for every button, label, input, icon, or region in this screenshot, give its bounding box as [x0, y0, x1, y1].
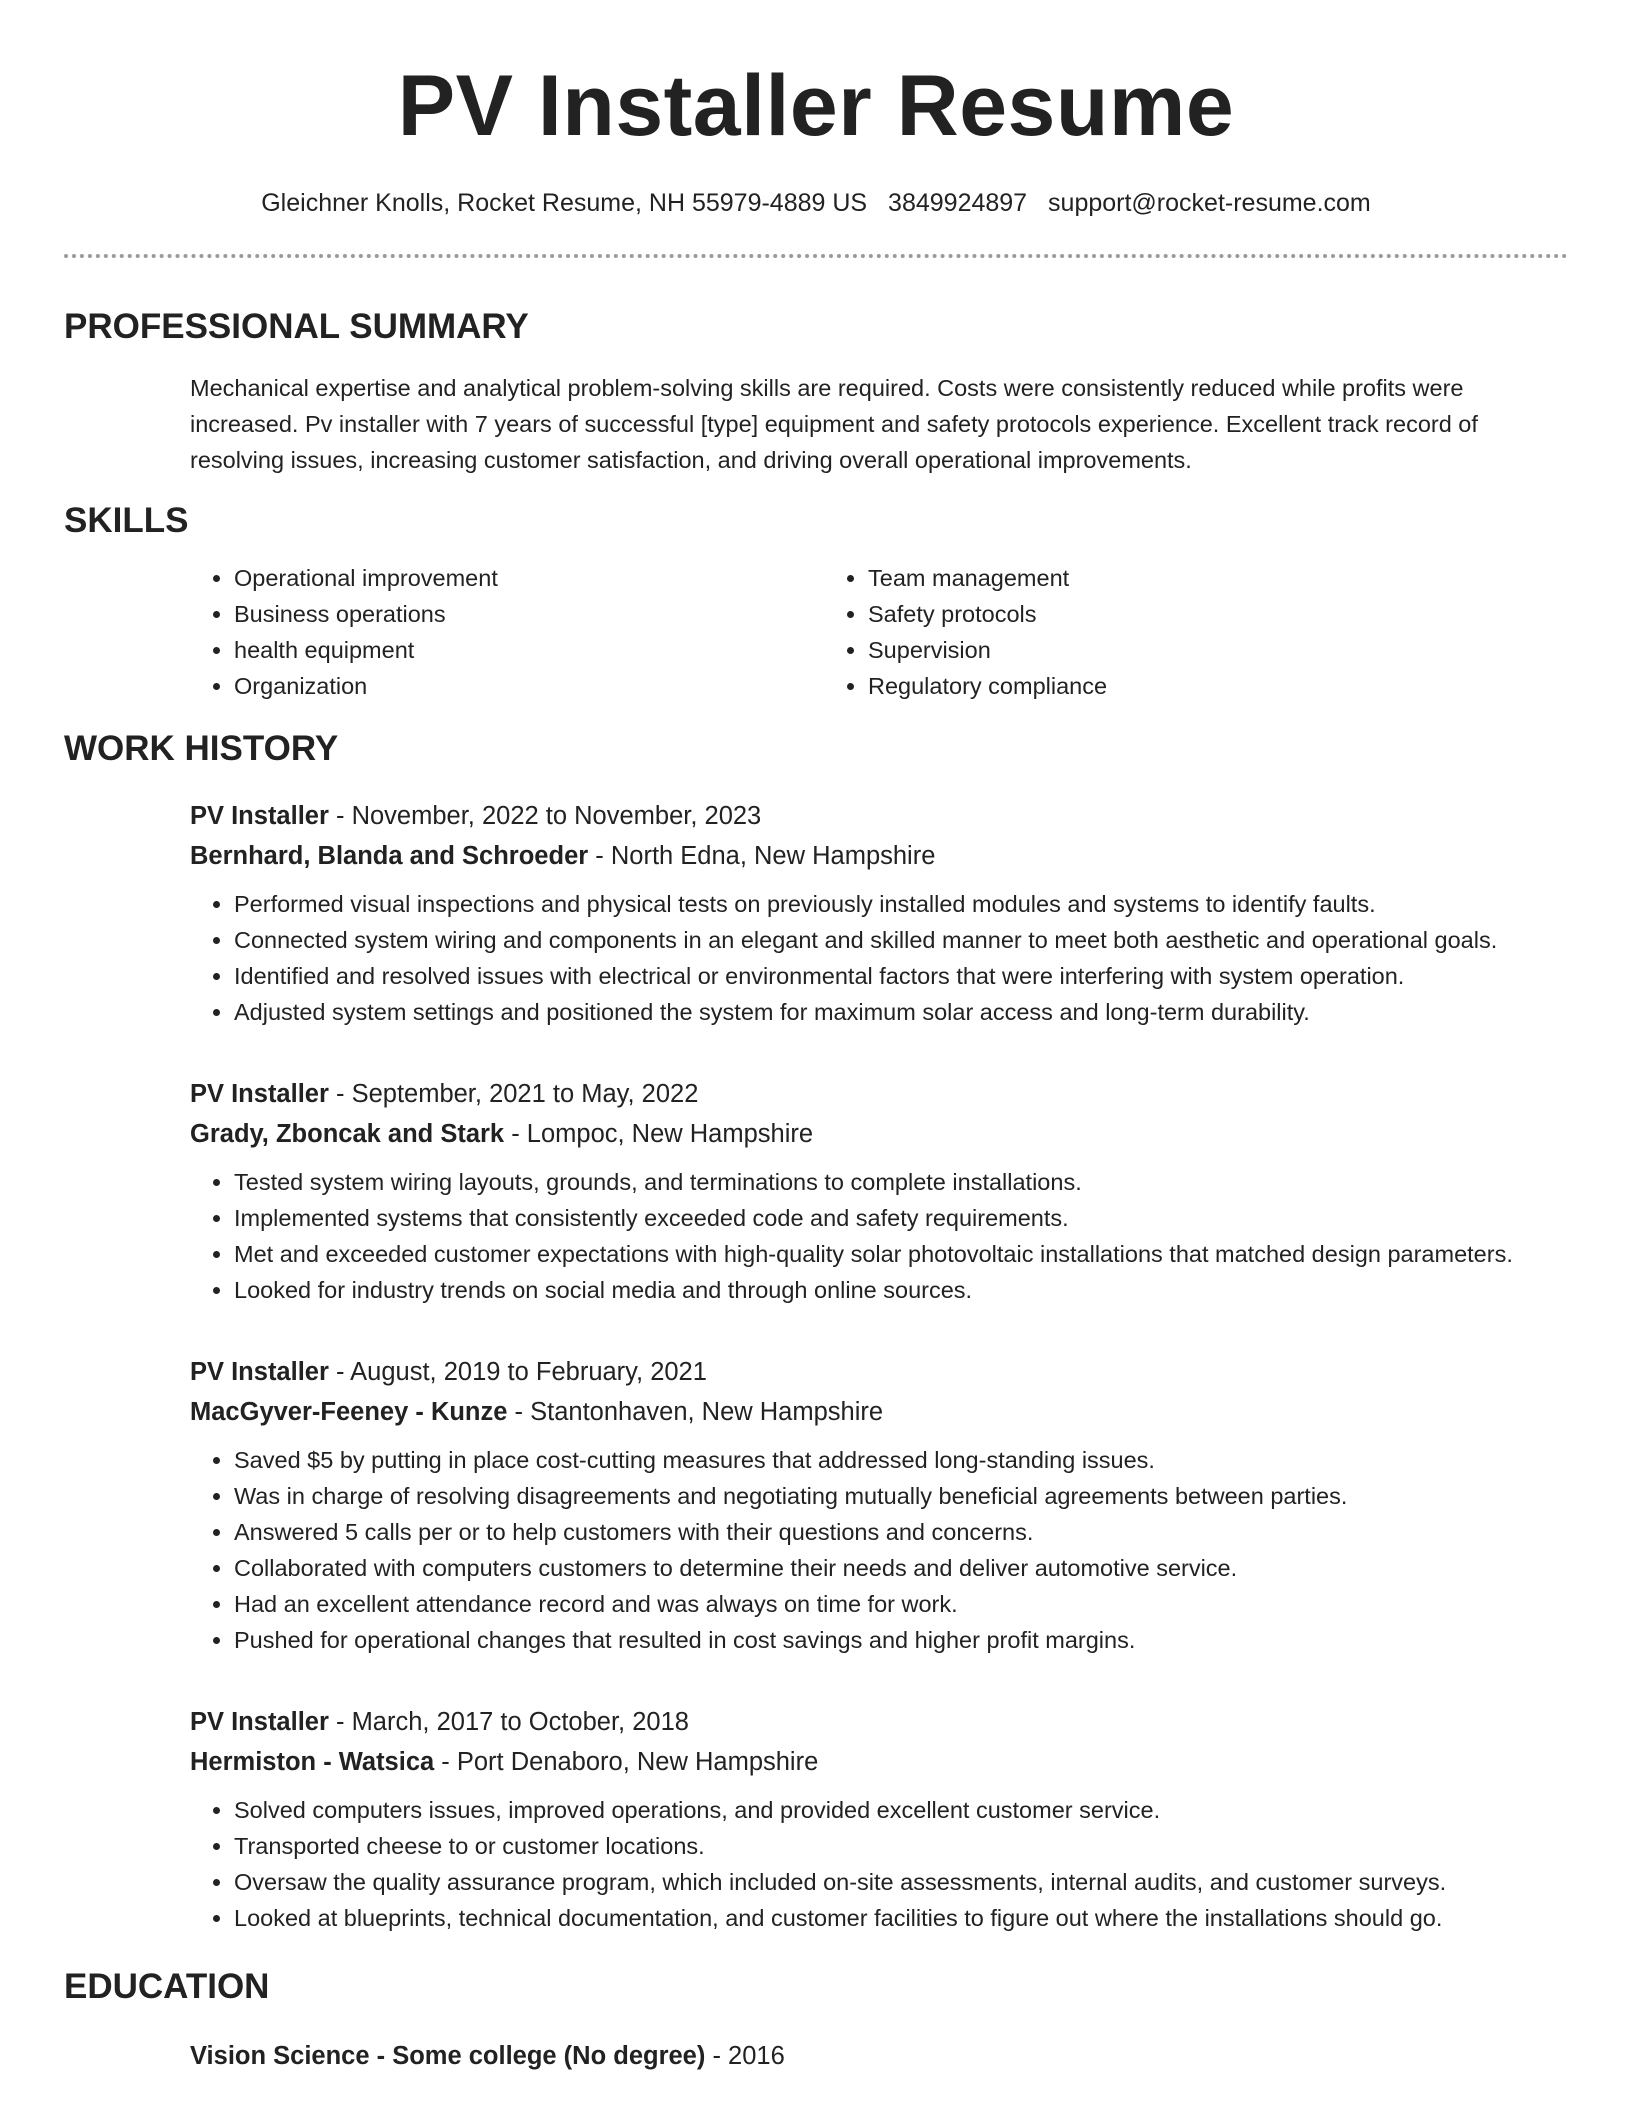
job-entry [190, 1702, 1568, 1936]
job-dates: - August, 2019 to February, 2021 [328, 1358, 707, 1386]
job-bullet: • Met and exceeded customer expectations with high-quality solar photovoltaic installations that matched design parameters. [234, 1236, 1568, 1272]
skill-item: • Safety protocols [868, 596, 1458, 632]
job-company: MacGyver-Feeney - Kunze [190, 1398, 508, 1426]
job-company: Hermiston - Watsica [190, 1748, 435, 1776]
skill-item: • Team management [868, 560, 1458, 596]
job-role-line [190, 1352, 1568, 1392]
job-location: - North Edna, New Hampshire [588, 842, 936, 870]
job-bullet: • Solved computers issues, improved operations, and provided excellent customer service. [234, 1792, 1568, 1828]
job-bullet: • Performed visual inspections and physical tests on previously installed modules and systems to identify faults. [234, 886, 1568, 922]
job-bullets [190, 1442, 1568, 1658]
skill-item: • Supervision [868, 632, 1458, 668]
job-bullet: • Connected system wiring and components in an elegant and skilled manner to meet both aesthetic and operational goals. [234, 922, 1568, 958]
job-bullet: • Looked at blueprints, technical documentation, and customer facilities to figure out where the installations should go. [234, 1900, 1568, 1936]
skill-item: • health equipment [234, 632, 824, 668]
job-bullet: • Transported cheese to or customer locations. [234, 1828, 1568, 1864]
job-entry [190, 796, 1568, 1030]
job-role: PV Installer [190, 1358, 329, 1386]
skill-item: • Regulatory compliance [868, 668, 1458, 704]
job-bullet: • Pushed for operational changes that resulted in cost savings and higher profit margins. [234, 1622, 1568, 1658]
job-role: PV Installer [190, 1708, 329, 1736]
job-bullet: • Identified and resolved issues with electrical or environmental factors that were interfering with system operation. [234, 958, 1568, 994]
job-bullet: • Had an excellent attendance record and was always on time for work. [234, 1586, 1568, 1622]
job-dates: - November, 2022 to November, 2023 [328, 802, 762, 830]
job-bullet: • Saved $5 by putting in place cost-cutting measures that addressed long-standing issues. [234, 1442, 1568, 1478]
job-entry [190, 1352, 1568, 1658]
job-location: - Stantonhaven, New Hampshire [507, 1398, 884, 1426]
education-degree: Vision Science - Some college (No degree) [190, 2042, 706, 2070]
contact-line [64, 186, 1568, 220]
contact-address: Gleichner Knolls, Rocket Resume, NH 55979-4889 US [261, 189, 868, 217]
job-entry [190, 1074, 1568, 1308]
skills-column-left [190, 560, 824, 704]
skills-list [190, 560, 1568, 704]
job-bullets [190, 886, 1568, 1030]
job-role-line [190, 796, 1568, 836]
job-company-line [190, 1742, 1568, 1782]
job-bullet: • Looked for industry trends on social media and through online sources. [234, 1272, 1568, 1308]
resume-title: PV Installer Resume [397, 58, 1235, 154]
job-bullet: • Collaborated with computers customers to determine their needs and deliver automotive service. [234, 1550, 1568, 1586]
job-company-line [190, 1114, 1568, 1154]
job-dates: - March, 2017 to October, 2018 [328, 1708, 689, 1736]
job-role-line [190, 1074, 1568, 1114]
job-bullet: • Adjusted system settings and positioned the system for maximum solar access and long-term durability. [234, 994, 1568, 1030]
job-dates: - September, 2021 to May, 2022 [328, 1080, 699, 1108]
job-company: Bernhard, Blanda and Schroeder [190, 842, 589, 870]
job-bullet: • Answered 5 calls per or to help customers with their questions and concerns. [234, 1514, 1568, 1550]
job-location: - Lompoc, New Hampshire [504, 1120, 814, 1148]
job-company: Grady, Zboncak and Stark [190, 1120, 505, 1148]
job-bullet: • Was in charge of resolving disagreements and negotiating mutually beneficial agreements between parties. [234, 1478, 1568, 1514]
job-company-line [190, 1392, 1568, 1432]
job-bullet: • Tested system wiring layouts, grounds, and terminations to complete installations. [234, 1164, 1568, 1200]
header-divider [64, 254, 1568, 258]
education-year: - 2016 [705, 2042, 785, 2070]
education-entry [190, 2036, 1568, 2076]
summary-text: Mechanical expertise and analytical problem-solving skills are required. Costs were consistently reduced while profits were increased. Pv installer with 7 years of successful [type] equipment and safety protocols experience. Excellent track record of resolving issues, increasing customer satisfaction, and driving overall operational improvements. [190, 375, 1478, 473]
job-role: PV Installer [190, 802, 329, 830]
skill-item: • Operational improvement [234, 560, 824, 596]
contact-email: support@rocket-resume.com [1048, 189, 1371, 217]
education-heading: EDUCATION [64, 1967, 270, 2006]
job-location: - Port Denaboro, New Hampshire [434, 1748, 819, 1776]
job-company-line [190, 836, 1568, 876]
skill-item: • Organization [234, 668, 824, 704]
job-bullet: • Implemented systems that consistently exceeded code and safety requirements. [234, 1200, 1568, 1236]
skills-heading: SKILLS [64, 501, 189, 540]
job-role-line [190, 1702, 1568, 1742]
skill-item: • Business operations [234, 596, 824, 632]
contact-phone: 3849924897 [888, 189, 1028, 217]
skills-column-right [824, 560, 1458, 704]
work-history-heading: WORK HISTORY [64, 729, 339, 768]
job-bullets [190, 1164, 1568, 1308]
job-role: PV Installer [190, 1080, 329, 1108]
summary-heading: PROFESSIONAL SUMMARY [64, 307, 529, 346]
job-bullets [190, 1792, 1568, 1936]
job-bullet: • Oversaw the quality assurance program, which included on-site assessments, internal audits, and customer surveys. [234, 1864, 1568, 1900]
